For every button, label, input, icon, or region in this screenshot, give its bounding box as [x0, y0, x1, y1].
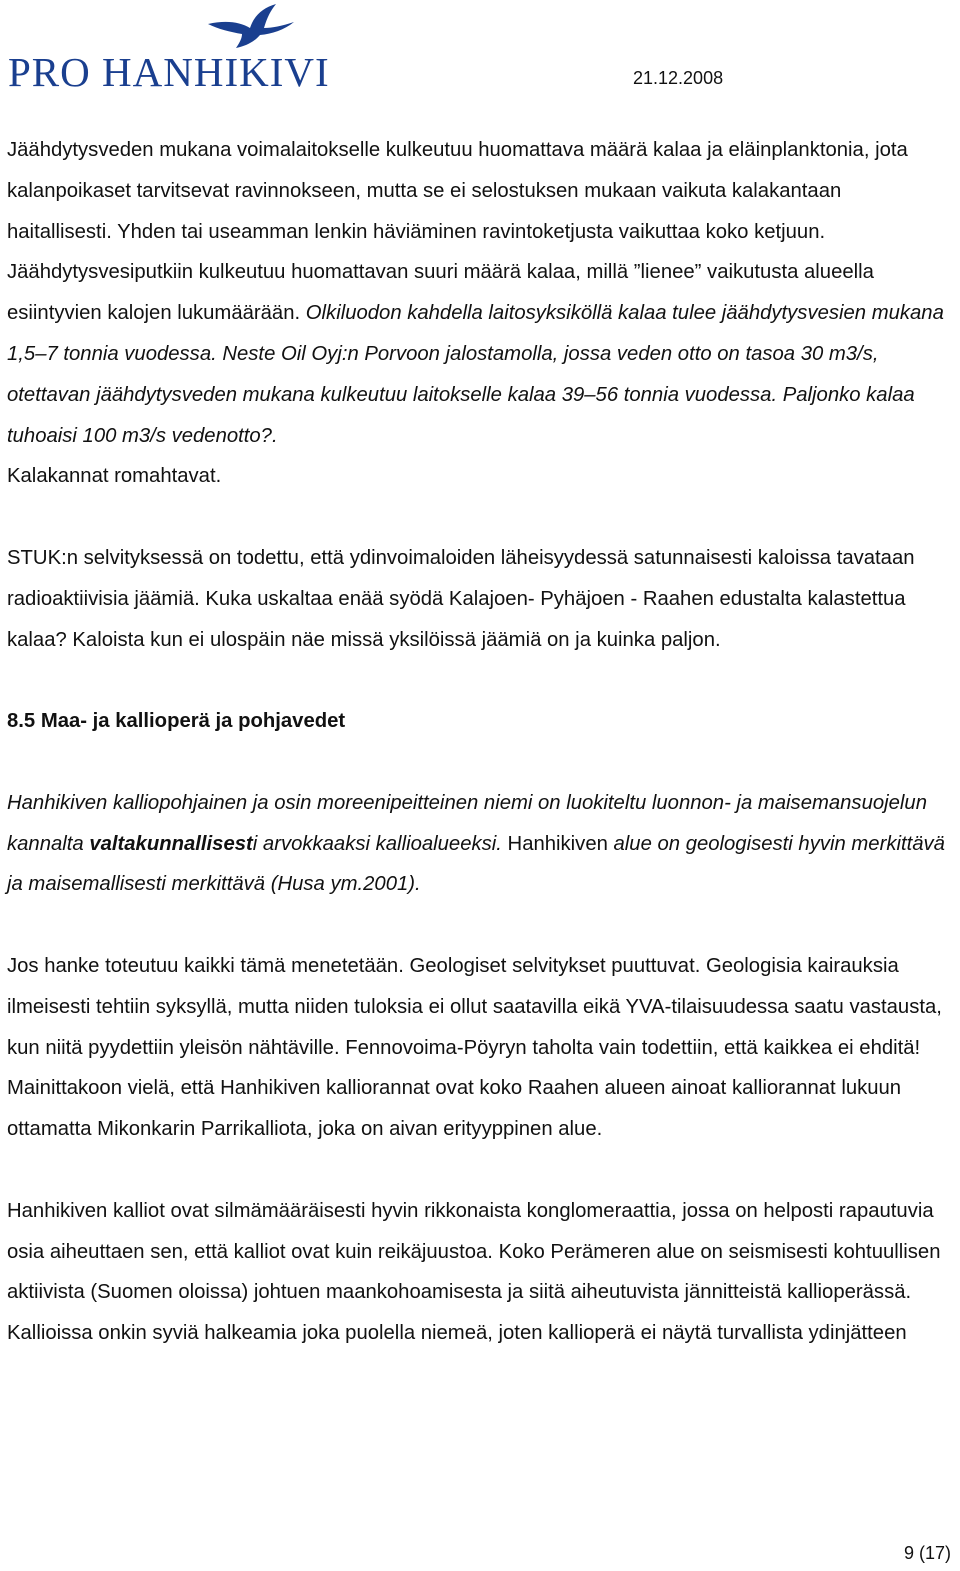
- pro-hanhikivi-logo: [6, 2, 336, 94]
- paragraph-text: Kalakannat romahtavat.: [7, 465, 222, 488]
- paragraph-bedrock: Hanhikiven kalliot ovat silmämääräisesti hyvin rikkonaista konglomeraattia, jossa on helposti rapautuvia osia aiheuttaen sen, että kalliot ovat kuin reikäjuustoa. Koko Perämeren alue on seismisesti kohtuullisen aktiivista (Suomen oloissa) johtuen maankohoamisesta ja siitä aiheutuvista jännitteistä kallioperässä. Kallioissa onkin syviä halkeamia joka puolella niemeä, joten kallioperä ei näytä turvallista ydinjätteen: [7, 1199, 941, 1345]
- paragraph-italic-text: alue on geologisesti hyvin merkittävä ja maisemallisesti merkittävä (Husa ym.2001).: [7, 832, 945, 896]
- logo-wordmark: PRO HANHIKIVI: [8, 49, 330, 95]
- paragraph-italic-text: i arvokkaaksi kallioalueeksi.: [252, 832, 502, 855]
- paragraph-loss: Jos hanke toteutuu kaikki tämä menetetään. Geologiset selvitykset puuttuvat. Geologisia kairauksia ilmeisesti tehtiin syksyllä, mutta niiden tuloksia ei ollut saatavilla eikä YVA-tilaisuudessa saatu vastausta, kun niitä pyydettiin yleisön nähtäville. Fennovoima-Pöyryn taholta vain todettiin, että kaikkea ei ehditä! Mainittakoon vielä, että Hanhikiven kalliorannat ovat koko Raahen alueen ainoat kalliorannat lukuun ottamatta Mikonkarin Parrikalliota, joka on aivan erityyppinen alue.: [7, 954, 942, 1141]
- paragraph-text: Hanhikiven: [501, 832, 614, 855]
- emphasis-text: valtakunnallisest: [89, 832, 253, 855]
- paragraph-geology: [7, 783, 947, 905]
- paragraph-italic-text: Olkiluodon kahdella laitosyksiköllä kalaa tulee jäähdytysvesien mukana 1,5–7 tonnia vuodessa. Neste Oil Oyj:n Porvoon jalostamolla, jossa veden otto on tasoa 30 m3/s, otettavan jäähdytysveden mukana kulkeutuu laitokselle kalaa 39–56 tonnia vuodessa. Paljonko kalaa tuhoaisi 100 m3/s vedenotto?.: [7, 302, 944, 447]
- paragraph-stuk: STUK:n selvityksessä on todettu, että ydinvoimaloiden läheisyydessä satunnaisesti kaloissa tavataan radioaktiivisia jäämiä. Kuka uskaltaa enää syödä Kalajoen- Pyhäjoen - Raahen edustalta kalastettua kalaa? Kaloista kun ei ulospäin näe missä yksilöissä jäämiä on ja kuinka paljon.: [7, 546, 915, 651]
- bird-icon: [206, 2, 296, 52]
- paragraph-text: Jäähdytysveden mukana voimalaitokselle kulkeutuu huomattava määrä kalaa ja eläinplanktonia, jota kalanpoikaset tarvitsevat ravinnokseen, mutta se ei selostuksen mukaan vaikuta kalakantaan haitallisesti. Yhden tai useamman lenkin häviäminen ravintoketjusta vaikuttaa koko ketjuun. Jäähdytysvesiputkiin kulkeutuu huomattavan suuri määrä kalaa, millä ”lienee” vaikutusta alueella esiintyvien kalojen lukumäärään.: [7, 139, 908, 325]
- document-body: [7, 130, 947, 1354]
- page-number: 9 (17): [904, 1543, 952, 1563]
- paragraph-fish: [7, 130, 947, 497]
- paragraph-italic-text: Hanhikiven kalliopohjainen ja osin moreenipeitteinen niemi on luokiteltu luonnon- ja maisemansuojelun kannalta: [7, 791, 927, 855]
- document-date: 21.12.2008: [633, 68, 724, 88]
- section-heading: 8.5 Maa- ja kallioperä ja pohjavedet: [7, 710, 346, 733]
